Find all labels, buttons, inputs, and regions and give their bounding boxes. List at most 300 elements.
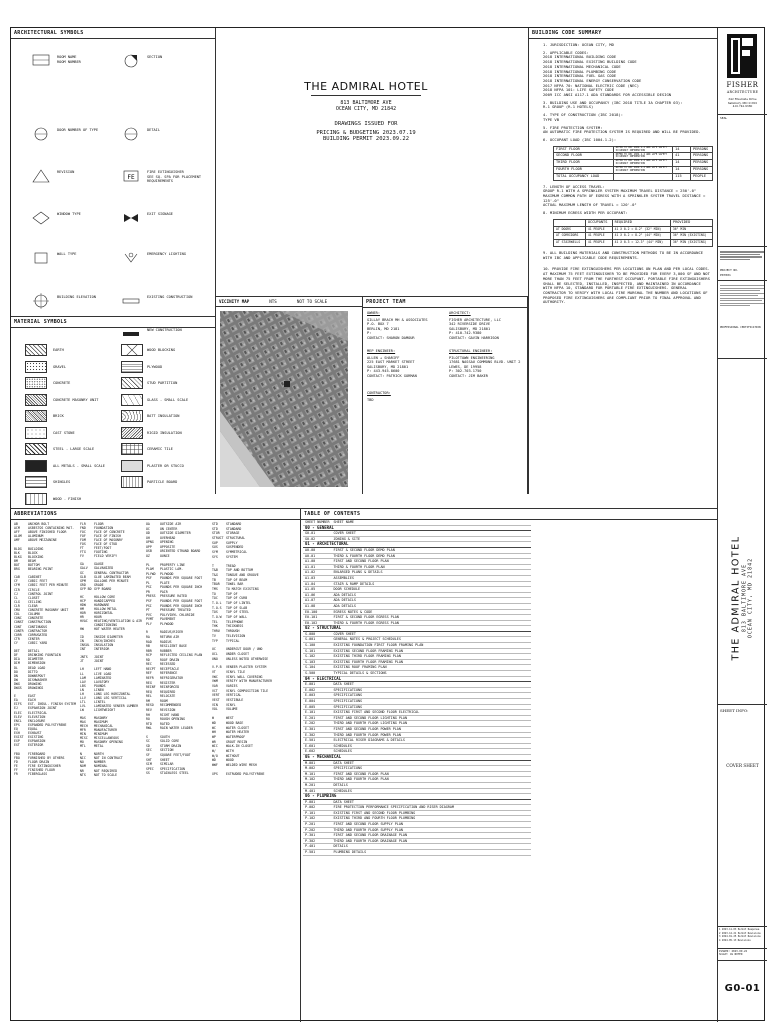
team-line: P: bbox=[367, 331, 372, 336]
abbreviation-code: SYM bbox=[212, 550, 218, 555]
abbreviation-meaning: HOLLOW CORE bbox=[94, 594, 116, 599]
architect-heading: ARCHITECT: bbox=[449, 311, 471, 315]
toc-sheet-number: S-101 bbox=[303, 648, 332, 654]
abbreviation-code: SPEC bbox=[146, 766, 154, 771]
abbreviation-code: SC bbox=[146, 739, 150, 744]
abbreviation-code: RBR bbox=[146, 648, 152, 653]
tb-rule-3 bbox=[718, 280, 767, 281]
toc-sheet-name: THIRD AND FOURTH FLOOR PLAN bbox=[332, 777, 532, 783]
abbreviation-code: RA bbox=[146, 634, 150, 639]
abbreviation-code: CF bbox=[14, 579, 18, 584]
abbreviation-meaning: CENTER bbox=[28, 636, 40, 641]
abbreviation-meaning: STANDARD bbox=[226, 522, 242, 526]
abbreviation-meaning: SPECIFICATION bbox=[160, 766, 185, 771]
abbreviation-meaning: EXPANSION JOINT bbox=[28, 706, 57, 711]
team-line: FISHER ARCHITECTURE, LLC bbox=[449, 317, 501, 322]
occupancy-cell: REFER TO IBC 1004.1.2 AND LIFE SAFETY OCCUPANCY INFORMATION bbox=[613, 146, 672, 153]
emergency-light-icon bbox=[121, 250, 141, 266]
toc-sheet-name: EXISTING ROOF FRAMING PLAN bbox=[332, 665, 532, 671]
abbreviation-code: RESO bbox=[146, 703, 154, 708]
material-hatch-swatch bbox=[121, 427, 143, 439]
abbreviation-meaning: STRUCTURAL bbox=[226, 536, 246, 541]
abbreviation-meaning: CLEAR bbox=[28, 603, 38, 608]
abbreviation-meaning: UNLESS NOTED OTHERWISE bbox=[226, 656, 269, 661]
abbreviation-meaning: FACE OF CONCRETE bbox=[94, 530, 125, 535]
toc-sheet-name: FIRST AND SECOND FLOOR PLAN bbox=[332, 559, 532, 565]
abbreviation-meaning: TOP OF CURB bbox=[226, 596, 248, 601]
symbol-description: EXIT SIGNAGE bbox=[147, 212, 173, 216]
occupancy-cell: 14 bbox=[673, 146, 691, 153]
abbreviation-code: HM bbox=[80, 606, 84, 611]
revision-delta-icon bbox=[31, 168, 51, 184]
toc-sheet-number: P-201 bbox=[303, 822, 332, 828]
firm-address-line: 342 Riverside Drive bbox=[728, 97, 757, 101]
abbreviation-meaning: FIREBOARD bbox=[28, 751, 46, 756]
team-line: P.O. BOX 7 bbox=[367, 322, 389, 327]
toc-sheet-name: EXISTING THIRD FLOOR FRAMING PLAN bbox=[332, 654, 532, 660]
abbreviation-meaning: VINYL WALL COVERING bbox=[226, 674, 263, 679]
abbreviation-code: RTD bbox=[146, 721, 152, 726]
team-line: 17681 NASSAU COMMONS BLVD. UNIT 2 bbox=[449, 360, 521, 365]
toc-header-cell: SHEET NUMBER bbox=[305, 520, 330, 524]
team-line: 225 EAST MARKET STREET bbox=[367, 360, 415, 365]
abbreviation-code: FTG bbox=[80, 550, 86, 555]
abbreviation-code: HCP bbox=[80, 598, 86, 603]
material-label: PLASTER OR STUCCO bbox=[147, 463, 184, 468]
egress-cell: 41 PEOPLE bbox=[585, 226, 612, 233]
toc-sheet-name: DOOR SCHEDULE bbox=[332, 587, 532, 593]
abbreviation-meaning: WITH bbox=[226, 748, 234, 753]
abbreviation-meaning: UNDER CLOSET bbox=[226, 651, 250, 656]
abbreviation-meaning: VERIFY WITH MANUFACTURER bbox=[226, 679, 273, 684]
material-label: STUD PARTITION bbox=[147, 381, 178, 385]
toc-section-name: 06 - PLUMBING bbox=[303, 794, 531, 800]
team-line: P: 410.742.9380 bbox=[449, 331, 482, 336]
abbreviation-code: CLR bbox=[14, 603, 20, 608]
project-title: THE ADMIRAL HOTEL bbox=[304, 80, 428, 93]
abbreviation-meaning: BOTTOM bbox=[28, 562, 40, 567]
abbreviation-code: FLR bbox=[80, 522, 86, 526]
abbreviation-meaning: HOLLOW METAL bbox=[94, 606, 118, 611]
abbreviation-code: TV bbox=[212, 633, 216, 638]
abbreviation-meaning: PLATE bbox=[160, 580, 170, 585]
abbreviation-meaning: RESILIENT BASE bbox=[160, 644, 187, 649]
abbreviation-meaning: TO MATCH EXISTING bbox=[226, 586, 259, 591]
occupancy-cell: 41 bbox=[673, 153, 691, 160]
abbreviation-code: TEL bbox=[212, 619, 218, 624]
vicinity-title: VICINITY MAP bbox=[219, 299, 250, 304]
structural-heading: STRUCTURAL ENGINEER: bbox=[449, 349, 493, 353]
abbreviation-meaning: INTERIOR bbox=[94, 647, 110, 652]
team-owner bbox=[367, 311, 445, 341]
occupancy-cell: PERSONS bbox=[691, 167, 713, 174]
abbreviation-meaning: CIRCLE bbox=[28, 587, 40, 592]
mep-heading: MEP ENGINEER: bbox=[367, 349, 396, 353]
toc-sheet-number: S-500 bbox=[303, 671, 332, 677]
toc-sheet-number: S-100 bbox=[303, 643, 332, 649]
abbreviation-code: REINF bbox=[146, 685, 156, 690]
abbreviation-meaning: EXPANDED POLYSTYRENE bbox=[28, 722, 67, 727]
abbreviation-meaning: POLYVINYL CHLORIDE bbox=[160, 612, 195, 617]
toc-sheet-number: E-202 bbox=[303, 721, 332, 727]
abbreviation-code: CL bbox=[14, 595, 18, 600]
toc-sheet-number: E-201 bbox=[303, 715, 332, 721]
occupancy-cell: THIRD FLOOR bbox=[554, 160, 614, 167]
abbreviation-meaning: DRINKING FOUNTAIN bbox=[28, 653, 61, 658]
abbreviation-code: CONC bbox=[14, 616, 22, 621]
abbreviation-code: RCP bbox=[146, 653, 152, 658]
abbreviation-meaning: WALK-IN CLOSET bbox=[226, 744, 253, 749]
abbreviation-code: RB bbox=[146, 644, 150, 649]
abbreviation-code: HOR bbox=[80, 610, 86, 615]
abbreviation-meaning: SOLID CORE bbox=[160, 739, 180, 744]
abbreviation-meaning: RADIUS/RISER bbox=[160, 630, 184, 635]
toc-sheet-name: THIRD & FOURTH FLOOR PLAN bbox=[332, 564, 532, 570]
section-marker-icon bbox=[121, 53, 141, 69]
issued-label: ISSUED: bbox=[719, 950, 730, 953]
abbreviation-code: FND bbox=[80, 526, 86, 531]
abbreviation-meaning: SECTION bbox=[160, 748, 174, 753]
new-wall-icon bbox=[121, 326, 141, 342]
abbreviation-meaning: STORAGE bbox=[226, 531, 240, 536]
abbreviation-meaning: BUILDING bbox=[28, 546, 44, 551]
toc-sheet-number: S-001 bbox=[303, 637, 332, 643]
abbreviations-panel bbox=[11, 508, 301, 1022]
vertical-address-1: 813 BALTIMORE AVE bbox=[741, 563, 748, 633]
abbreviation-code: FBO bbox=[14, 751, 20, 756]
abbreviation-meaning: RATED bbox=[160, 721, 170, 726]
abbreviation-code: VERT bbox=[212, 693, 220, 698]
abbreviation-code: FOF bbox=[80, 534, 86, 539]
abbreviation-code: VCT bbox=[212, 688, 218, 693]
toc-sheet-name: COVER SHEET bbox=[332, 631, 532, 637]
toc-sheet-number: E-004 bbox=[303, 699, 332, 705]
toc-sheet-name: ELECTRICAL RISER DIAGRAMS & DETAILS bbox=[332, 738, 532, 744]
material-hatch-swatch bbox=[25, 377, 47, 389]
abbreviation-code: PLAM bbox=[146, 567, 154, 572]
abbreviation-code: VT bbox=[212, 669, 216, 674]
abbreviation-meaning: TOWEL BAR bbox=[226, 582, 244, 587]
abbreviation-meaning: COLUMN bbox=[28, 612, 40, 617]
abbreviation-meaning: SYSTEM bbox=[226, 554, 238, 559]
toc-sheet-name: THIRD AND FOURTH FLOOR POWER PLAN bbox=[332, 732, 532, 738]
tb-rule-6 bbox=[718, 926, 767, 927]
abbreviation-meaning: RADIUS bbox=[160, 639, 172, 644]
abbreviation-meaning: CONCRETE MASONRY UNIT bbox=[28, 608, 69, 613]
egress-cell: 41 X 0.2 = 8.2" (44" MIN) bbox=[612, 233, 670, 240]
code-item-8: 8. MINIMUM EGRESS WIDTH PER OCCUPANT: bbox=[543, 210, 628, 216]
abbreviation-meaning: FEET/FOOT bbox=[94, 546, 112, 551]
abbreviation-meaning: ROOF DRAIN bbox=[160, 657, 180, 662]
abbreviation-meaning: WELDED WIRE MESH bbox=[226, 763, 257, 767]
abbreviation-code: VOL bbox=[212, 707, 218, 712]
abbreviation-code: CTR bbox=[14, 636, 20, 641]
project-no: P07001 bbox=[720, 273, 731, 277]
material-hatch-swatch bbox=[121, 476, 143, 488]
abbreviation-code: RH bbox=[146, 712, 150, 717]
abbreviation-meaning: PRESSURE TREATED bbox=[160, 608, 191, 613]
abbreviation-code: MIN bbox=[80, 732, 86, 737]
abbreviation-code: GC bbox=[80, 570, 84, 575]
abbreviation-meaning: ELEVATION bbox=[28, 714, 46, 719]
drawing-sheet bbox=[10, 27, 765, 1021]
abbreviation-meaning: FIRE EXTINGUISHER bbox=[28, 763, 61, 768]
egress-cell: 36" MIN bbox=[670, 226, 712, 233]
abbreviation-meaning: WATERPROOF bbox=[226, 734, 246, 739]
material-label: SHINGLES bbox=[53, 480, 71, 484]
abbreviation-meaning: SUPPLY bbox=[226, 540, 238, 545]
egress-cell: 41 X 0.3 = 12.3" (44" MIN) bbox=[612, 240, 670, 247]
team-line: ALLEN + SHARIFF bbox=[367, 355, 400, 360]
abbreviation-meaning: TOP OF SLAB bbox=[226, 605, 248, 610]
abbreviation-meaning: ROUGH OPENING bbox=[160, 717, 185, 722]
team-line: SALISBURY, MD 21801 bbox=[449, 326, 491, 331]
abbreviation-meaning: GALLONS PER MINUTE bbox=[94, 578, 129, 583]
material-hatch-swatch bbox=[121, 410, 143, 422]
abbreviation-meaning: GRADE bbox=[94, 582, 104, 587]
abbreviation-code: THK bbox=[212, 624, 218, 629]
abbreviation-meaning: ABOVE MEZZANINE bbox=[28, 538, 57, 543]
team-line: CONTACT: PATRICK GORMAN bbox=[367, 373, 417, 378]
abbreviation-code: PL bbox=[146, 580, 150, 585]
abbreviation-meaning: PLYWOOD bbox=[160, 571, 174, 576]
firm-subtitle: ARCHITECTURE bbox=[726, 90, 759, 94]
abbreviation-code: EXH bbox=[14, 731, 20, 736]
egress-header-cell: PROVIDED bbox=[670, 219, 712, 226]
tb-rule-1 bbox=[718, 114, 767, 115]
egress-cell: 36" MIN (EXISTING) bbox=[670, 240, 712, 247]
abbreviation-meaning: RECESSED bbox=[160, 662, 176, 667]
toc-sheet-name: SPECIFICATIONS bbox=[332, 693, 532, 699]
abbreviation-code: HR bbox=[80, 614, 84, 619]
abbreviation-code: VWM bbox=[212, 679, 218, 684]
egress-row bbox=[554, 233, 713, 240]
abbreviation-meaning: CONCRETE bbox=[28, 616, 44, 621]
toc-sheet-name: THIRD AND FOURTH FLOOR LIGHTING PLAN bbox=[332, 721, 532, 727]
abbreviation-code: OSB bbox=[146, 549, 152, 554]
abbreviation-meaning: THICKNESS bbox=[226, 624, 244, 629]
material-hatch-swatch bbox=[25, 410, 47, 422]
abbreviation-meaning: ON CENTER bbox=[160, 526, 178, 531]
occupancy-cell: FOURTH FLOOR bbox=[554, 167, 614, 174]
toc-sheet-number: E-601 bbox=[303, 743, 332, 749]
scale-value: AS NOTED bbox=[729, 953, 743, 957]
firm-name: FISHER bbox=[726, 81, 759, 89]
symbol-label: BUILDING ELEVATION bbox=[57, 295, 96, 299]
vicinity-scale: NOT TO SCALE bbox=[296, 299, 328, 304]
material-label: RIGID INSULATION bbox=[147, 430, 182, 435]
egress-cell: AT DOORS bbox=[554, 226, 586, 233]
abbreviation-code: RECPT bbox=[146, 666, 156, 671]
toc-section-name: 05 - MECHANICAL bbox=[303, 754, 531, 760]
material-hatch-swatch bbox=[121, 394, 143, 406]
toc-sheet-name: FIRST & SECOND FLOOR DEMO PLAN bbox=[332, 547, 532, 553]
material-hatch-swatch bbox=[25, 361, 47, 373]
toc-sheet-number: M-102 bbox=[303, 777, 332, 783]
abbreviation-meaning: ANCHOR BOLT bbox=[28, 522, 50, 526]
firm-address-line: 410.742.9380 bbox=[732, 104, 753, 109]
abbreviation-meaning: UNDERCUT DOOR / UNO bbox=[226, 647, 263, 652]
abbreviation-code: TOC bbox=[212, 596, 218, 601]
abbreviation-code: OD bbox=[146, 531, 150, 536]
abbreviation-code: DL bbox=[14, 665, 18, 670]
abbreviation-meaning: SUSPENDED bbox=[226, 545, 244, 550]
abbreviation-meaning: DETAIL bbox=[28, 649, 40, 654]
abbreviation-code: DET bbox=[14, 649, 20, 654]
abbreviation-code: FR bbox=[14, 772, 18, 777]
abbreviation-code: GPM bbox=[80, 578, 86, 583]
abbreviation-code: DWG bbox=[14, 681, 20, 686]
abbreviation-code: NR bbox=[80, 768, 84, 773]
abbreviation-meaning: MASONRY bbox=[94, 715, 108, 720]
toc-sheet-number: E-005 bbox=[303, 704, 332, 710]
abbreviation-code: GALV bbox=[80, 566, 88, 571]
material-hatch-swatch bbox=[25, 344, 47, 356]
toc-title: TABLE OF CONTENTS bbox=[301, 509, 717, 520]
project-no-label: PROJECT NO. bbox=[720, 268, 739, 272]
abbreviation-code: OZ bbox=[146, 553, 150, 558]
abbreviation-meaning: DIAMETER bbox=[28, 657, 44, 662]
abbreviation-column bbox=[13, 522, 77, 777]
contractor-lines bbox=[367, 398, 445, 403]
toc-sheet-number: P-302 bbox=[303, 838, 332, 844]
toc-sheet-name: FIRST AND SECOND FLOOR LIGHTING PLAN bbox=[332, 715, 532, 721]
cert-lines bbox=[720, 284, 765, 308]
abbreviation-code: GLB bbox=[80, 574, 86, 579]
abbreviation-meaning: GYP BOARD bbox=[94, 586, 112, 591]
abbreviation-code: CIR bbox=[14, 587, 20, 592]
toc-sheet-number: E-501 bbox=[303, 738, 332, 744]
abbreviation-code: VEST bbox=[212, 698, 220, 703]
seal-label: SEAL bbox=[720, 116, 728, 120]
material-label: EARTH bbox=[53, 348, 64, 352]
abbreviation-meaning: CUBIC YARD bbox=[28, 640, 48, 645]
toc-sheet-number: E-302 bbox=[303, 732, 332, 738]
toc-sheet-number: S-104 bbox=[303, 665, 332, 671]
tb-rule-5 bbox=[718, 704, 767, 705]
abbreviation-code: XPS bbox=[212, 771, 218, 776]
material-label: CONCRETE bbox=[53, 381, 71, 385]
abbreviation-code: MTL bbox=[80, 744, 86, 749]
egress-table bbox=[553, 219, 713, 247]
abbreviation-code: STD bbox=[212, 522, 218, 526]
abbreviation-meaning: HEATING/VENTILATION & AIR bbox=[94, 619, 142, 624]
issued-scale bbox=[719, 950, 766, 957]
abbreviation-meaning: LAVATORY bbox=[94, 679, 110, 684]
toc-sheet-name: DATA SHEET bbox=[332, 799, 532, 805]
window-type-icon bbox=[31, 210, 51, 226]
revision-line: 4 2024.05.13 Revisions bbox=[719, 938, 751, 942]
toc-sheet-number: A1-08 bbox=[303, 603, 332, 609]
team-contractor bbox=[367, 391, 445, 402]
abbreviation-meaning: RETURN AIR bbox=[160, 634, 180, 639]
abbreviation-code: R bbox=[146, 630, 148, 635]
abbreviation-code: DW bbox=[14, 677, 18, 682]
abbreviation-code: BLDG bbox=[14, 546, 22, 551]
abbreviation-code: LW bbox=[80, 707, 84, 712]
abbreviation-code: EXT bbox=[14, 743, 20, 748]
symbols-title: ARCHITECTURAL SYMBOLS bbox=[11, 28, 215, 39]
code-item: 5. FIRE PROTECTION SYSTEM: AN AUTOMATIC FIRE PROTECTION SYSTEM IS REQUIRED AND WILL BE PROVIDED. bbox=[543, 124, 701, 135]
abbreviation-meaning: FACE OF MASONRY bbox=[94, 538, 123, 543]
abbreviation-meaning: TREAD bbox=[226, 563, 236, 568]
abbreviation-meaning: NOT REQUIRED bbox=[94, 768, 118, 773]
material-label: BATT INSULATION bbox=[147, 414, 180, 418]
toc-sheet-name: SPECIFICATIONS bbox=[332, 704, 532, 710]
vertical-address-2: OCEAN CITY, MD 21842 bbox=[747, 557, 754, 639]
abbreviation-code: VWC bbox=[212, 674, 218, 679]
occupancy-cell: SECOND FLOOR bbox=[554, 153, 614, 160]
material-label: BRICK bbox=[53, 414, 64, 418]
abbreviation-code: AFF bbox=[14, 530, 20, 535]
toc-sheet-number: P-202 bbox=[303, 827, 332, 833]
wall-type-icon bbox=[31, 250, 51, 266]
abbreviation-meaning: WATER CLOSET bbox=[226, 725, 250, 730]
abbreviation-code: BM bbox=[14, 558, 18, 563]
abbreviation-code: UCL bbox=[212, 651, 218, 656]
occupancy-cell: REFER TO IBC 1004.1.2 AND LIFE SAFETY OCCUPANCY INFORMATION bbox=[613, 153, 672, 160]
abbreviation-meaning: LAMINATED VENEER LUMBER bbox=[94, 703, 139, 708]
toc-sheet-number: E-002 bbox=[303, 687, 332, 693]
abbreviation-meaning: OVERHEAD bbox=[160, 535, 176, 540]
abbreviation-code: REFR bbox=[146, 676, 154, 680]
vicinity-map-panel bbox=[216, 296, 363, 494]
abbreviation-code: RAD bbox=[146, 639, 152, 644]
abbreviation-meaning: TOP OF BEAM bbox=[226, 577, 248, 582]
abbreviation-columns bbox=[11, 520, 300, 777]
abbreviation-code: UNO bbox=[212, 656, 218, 661]
toc-sheet-name: SPECIFICATIONS bbox=[332, 687, 532, 693]
scale-label: SCALE: bbox=[719, 953, 729, 957]
abbreviation-meaning: FACE OF FINISH bbox=[94, 534, 121, 539]
toc-sheet-name: STAIR & RAMP DETAILS bbox=[332, 581, 532, 587]
occupancy-cell: PERSONS bbox=[691, 146, 713, 153]
abbreviation-row bbox=[145, 771, 209, 776]
abbreviation-meaning: ABOVE FINISHED FLOOR bbox=[28, 530, 67, 535]
abbreviation-meaning: INSIDE DIAMETER bbox=[94, 635, 123, 640]
abbreviation-meaning: CUBIC FEET bbox=[28, 579, 48, 584]
abbreviation-meaning: CONDITIONING bbox=[94, 623, 118, 628]
abbreviation-meaning: ORIENTED STRAND BOARD bbox=[160, 549, 201, 554]
abbreviation-meaning: MISCELLANEOUS bbox=[94, 736, 119, 741]
abbreviation-code: MAX bbox=[80, 720, 86, 725]
abbreviation-meaning: TOP OF bbox=[226, 591, 238, 596]
code-item: 1. JURISDICTION: OCEAN CITY, MD bbox=[543, 42, 614, 47]
material-label: CERAMIC TILE bbox=[147, 447, 173, 451]
abbreviation-code: LAV bbox=[80, 679, 86, 684]
issued-date: 2023.09.22 bbox=[731, 950, 748, 953]
material-hatch-swatch bbox=[25, 493, 47, 505]
abbreviation-code: TBAR bbox=[212, 582, 220, 587]
abbreviation-meaning: HOUR bbox=[94, 614, 102, 619]
abbreviation-code: STOR bbox=[212, 531, 220, 536]
building-elevation-icon bbox=[31, 293, 51, 309]
abbreviation-meaning: BEARING POINT bbox=[28, 567, 53, 572]
code-item: 4. TYPE OF CONSTRUCTION (IBC 2018): TYPE VB bbox=[543, 112, 624, 122]
abbreviation-code: PSI bbox=[146, 603, 152, 608]
team-line: P: 302.703.1750 bbox=[449, 369, 482, 374]
toc-sheet-name: EXISTING FOUNDATION FIRST FLOOR FRAMING PLAN bbox=[332, 643, 532, 649]
toc-sheet-number: E-301 bbox=[303, 726, 332, 732]
abbreviation-code: UC bbox=[212, 647, 216, 652]
abbreviation-meaning: FLOOR bbox=[94, 522, 104, 526]
toc-sheet-name: THIRD AND FOURTH FLOOR SUPPLY PLAN bbox=[332, 827, 532, 833]
abbreviation-code: SUS bbox=[212, 545, 218, 550]
abbreviation-code: REC bbox=[146, 662, 152, 667]
toc-sheet-name: ADA DETAILS bbox=[332, 603, 532, 609]
abbreviation-meaning: DEAD LOAD bbox=[28, 665, 46, 670]
abbreviation-code: CMU bbox=[14, 608, 20, 613]
